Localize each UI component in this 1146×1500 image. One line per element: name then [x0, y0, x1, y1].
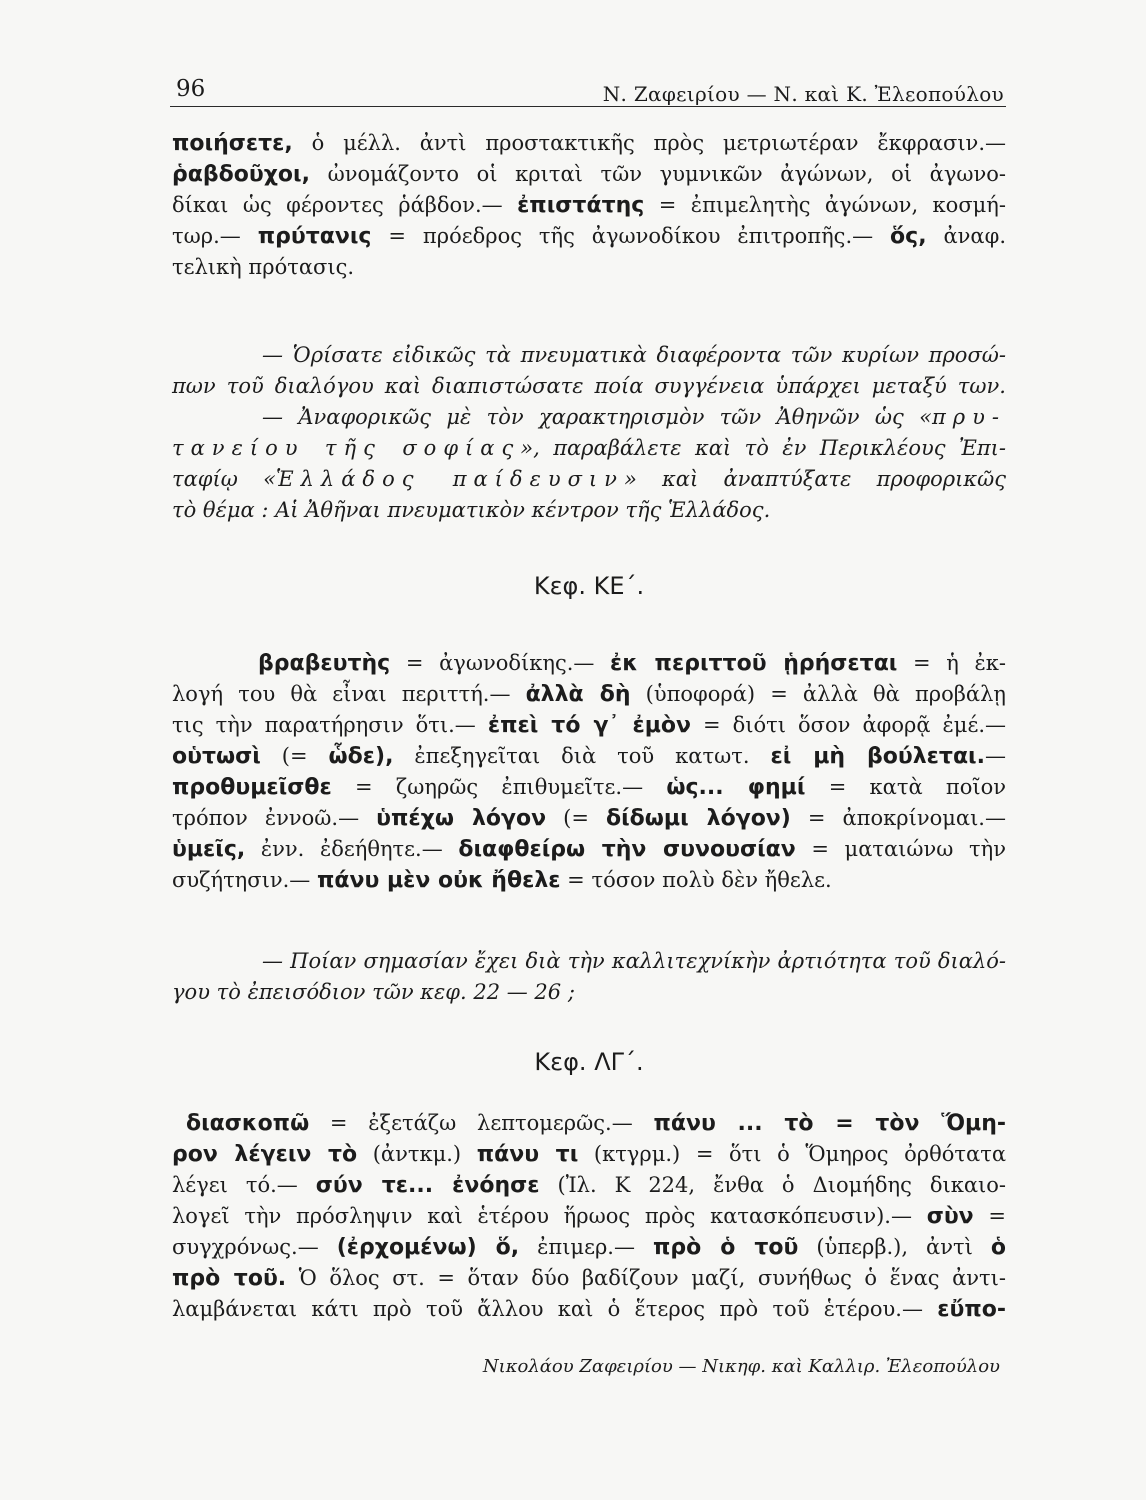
running-head: Ν. Ζαφειρίου — Ν. καὶ Κ. Ἐλεοπούλου	[602, 82, 1004, 106]
question-line: — Ὁρίσατε εἰδικῶς τὰ πνευματικὰ διαφέροντα τῶν κυρίων προσώ-	[262, 343, 1006, 367]
text-line: λαμβάνεται κάτι πρὸ τοῦ ἄλλου καὶ ὁ ἕτερος πρὸ τοῦ ἑτέρου.— εὔπο-	[172, 1297, 1006, 1322]
text-line: τωρ.— πρύτανις = πρόεδρος τῆς ἀγωνοδίκου ἐπιτροπῆς.— ὅς, ἀναφ.	[172, 224, 1006, 249]
text-line: συζήτησιν.— πάνυ μὲν οὐκ ἤθελε = τόσον πολὺ δὲν ἤθελε.	[172, 868, 832, 893]
text-line: τρόπον ἐννοῶ.— ὑπέχω λόγον (= δίδωμι λόγον) = ἀποκρίνομαι.—	[172, 806, 1006, 831]
chapter-heading-ke: Κεφ. ΚΕ΄.	[533, 572, 645, 600]
text-line: λογεῖ τὴν πρόσληψιν καὶ ἑτέρου ἥρωος πρὸς κατασκόπευσιν).— σὺν =	[172, 1204, 1006, 1229]
text-line: ῥαβδοῦχοι, ὠνομάζοντο οἱ κριταὶ τῶν γυμνικῶν ἀγώνων, οἱ ἀγωνο-	[172, 162, 1006, 187]
text-line: ποιήσετε, ὁ μέλλ. ἀντὶ προστακτικῆς πρὸς μετριωτέραν ἔκφρασιν.—	[172, 131, 1006, 156]
text-line: ρον λέγειν τὸ (ἀντκμ.) πάνυ τι (κτγρμ.) = ὅτι ὁ Ὅμηρος ὀρθότατα	[172, 1142, 1007, 1167]
text-line: ὑμεῖς, ἐνν. ἐδεήθητε.— διαφθείρω τὴν συνουσίαν = ματαιώνω τὴν	[172, 837, 1006, 862]
text-line: τελικὴ πρότασις.	[172, 255, 355, 279]
page-header	[170, 74, 1006, 107]
text-line: λέγει τό.— σύν τε... ἐνόησε (Ἰλ. Κ 224, ἔνθα ὁ Διομήδης δικαιο-	[172, 1173, 1006, 1198]
questions-block-1	[172, 340, 1006, 526]
question-line: γου τὸ ἐπεισόδιον τῶν κεφ. 22 — 26 ;	[172, 980, 575, 1004]
glossary-paragraph-3	[172, 1108, 1006, 1325]
question-line: τανείου τῆς σοφίας», παραβάλετε καὶ τὸ ἐν Περικλέους Ἐπι-	[172, 436, 1006, 460]
question-line: — Ἀναφορικῶς μὲ τὸν χαρακτηρισμὸν τῶν Ἀθηνῶν ὡς «πρυ-	[262, 405, 1006, 429]
text-line: οὑτωσὶ (= ὧδε), ἐπεξηγεῖται διὰ τοῦ κατωτ. εἰ μὴ βούλεται.—	[172, 744, 1006, 769]
text-line: προθυμεῖσθε = ζωηρῶς ἐπιθυμεῖτε.— ὡς... φημί = κατὰ ποῖον	[172, 775, 1006, 800]
text-line: βραβευτὴς = ἀγωνοδίκης.— ἐκ περιττοῦ ᾑρήσεται = ἡ ἐκ-	[258, 651, 1006, 676]
text-line: συγχρόνως.— (ἐρχομένω) ὅ, ἐπιμερ.— πρὸ ὁ τοῦ (ὑπερβ.), ἀντὶ ὁ	[172, 1235, 1006, 1260]
question-line: — Ποίαν σημασίαν ἔχει διὰ τὴν καλλιτεχνίκὴν ἀρτιότητα τοῦ διαλό-	[262, 949, 1006, 973]
page-number: 96	[176, 76, 206, 102]
question-line: ταφίῳ «Ἑλλάδος παίδευσιν» καὶ ἀναπτύξατε προφορικῶς	[172, 467, 1006, 491]
question-line: πων τοῦ διαλόγου καὶ διαπιστώσατε ποία συγγένεια ὑπάρχει μεταξύ των.	[172, 374, 1006, 398]
glossary-paragraph-1	[172, 128, 1006, 283]
chapter-heading-lg: Κεφ. ΛΓ΄.	[534, 1048, 644, 1076]
text-line: πρὸ τοῦ. Ὁ ὅλος στ. = ὅταν δύο βαδίζουν μαζί, συνήθως ὁ ἕνας ἀντι-	[172, 1266, 1007, 1291]
text-line: διασκοπῶ = ἐξετάζω λεπτομερῶς.— πάνυ ... τὸ = τὸν Ὅμη-	[186, 1111, 1006, 1136]
text-line: τις τὴν παρατήρησιν ὅτι.— ἐπεὶ τό γ᾽ ἐμὸν = διότι ὅσον ἀφορᾷ ἐμέ.—	[172, 713, 1007, 738]
questions-block-2	[172, 946, 1006, 1008]
glossary-paragraph-2	[172, 648, 1006, 896]
text-line: λογή του θὰ εἶναι περιττή.— ἀλλὰ δὴ (ὑποφορά) = ἀλλὰ θὰ προβάλῃ	[172, 682, 1006, 707]
question-line: τὸ θέμα : Αἱ Ἀθῆναι πνευματικὸν κέντρον τῆς Ἑλλάδος.	[172, 498, 771, 522]
text-line: δίκαι ὡς φέροντες ῥάβδον.— ἐπιστάτης = ἐπιμελητὴς ἀγώνων, κοσμή-	[172, 193, 1006, 218]
page-footer: Νικολάου Ζαφειρίου — Νικηφ. καὶ Καλλιρ. Ἐλεοπούλου	[482, 1356, 1000, 1377]
